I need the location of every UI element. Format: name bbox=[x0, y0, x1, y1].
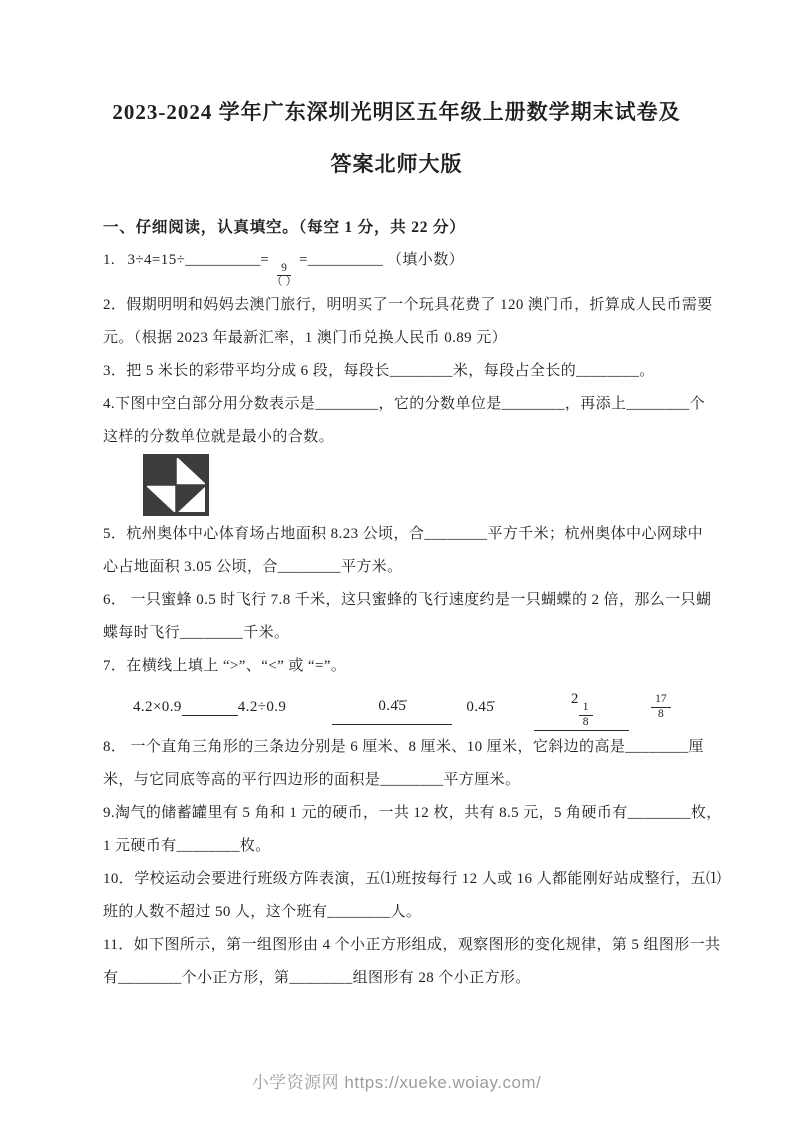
question-3: 3．把 5 米长的彩带平均分成 6 段，每段长________米，每段占全长的________。 bbox=[103, 363, 655, 380]
q7-pair1-blank bbox=[182, 698, 238, 716]
q7-spacer-3 bbox=[494, 707, 534, 708]
question-2-line2: 元。（根据 2023 年最新汇率，1 澳门币兑换人民币 0.89 元） bbox=[103, 330, 508, 347]
q1-text: 1. 3÷4=15÷ bbox=[103, 252, 186, 268]
question-5-line2: 心占地面积 3.05 公顷，合________平方米。 bbox=[103, 559, 403, 576]
question-10-line1: 10．学校运动会要进行班级方阵表演，五⑴班按每行 12 人或 16 人都能刚好站成整行，五⑴ bbox=[103, 870, 722, 887]
q7-pair1-left: 4.2×0.9 bbox=[133, 698, 182, 715]
question-6-line1: 6． 一只蜜蜂 0.5 时飞行 7.8 千米，这只蜜蜂的飞行速度约是一只蝴蝶的 2 倍，那么一只蝴 bbox=[103, 592, 712, 609]
question-4-line1: 4.下图中空白部分用分数表示是________，它的分数单位是________，再添上________个 bbox=[103, 396, 706, 413]
question-10-line2: 班的人数不超过 50 人，这个班有________人。 bbox=[103, 903, 422, 920]
q7-spacer-2 bbox=[452, 707, 466, 708]
question-6-line2: 蝶每时飞行________千米。 bbox=[103, 625, 290, 642]
q7-pair3-left-fraction bbox=[579, 701, 593, 728]
q7-pair2-left-on-blank: 0.4̇5̇ bbox=[332, 690, 452, 725]
question-9-line1: 9.淘气的储蓄罐里有 5 角和 1 元的硬币，一共 12 枚，共有 8.5 元，5 角硬币有________枚， bbox=[103, 804, 722, 821]
q4-figure-row bbox=[103, 454, 703, 518]
paper-body bbox=[103, 211, 722, 995]
q7-pair2-right: 0.45̇ bbox=[466, 698, 495, 715]
q7-pair3-left-fraction-denominator: 8 bbox=[582, 715, 589, 728]
shaded-square-figure bbox=[143, 454, 209, 516]
q7-pair3-left-on-blank bbox=[534, 683, 629, 730]
question-8-line1: 8． 一个直角三角形的三条边分别是 6 厘米、8 厘米、10 厘米，它斜边的高是________厘 bbox=[103, 738, 704, 755]
question-11-line2: 有________个小正方形，第________组图形有 28 个小正方形。 bbox=[103, 969, 531, 986]
question-11-line1: 11．如下图所示，第一组图形由 4 个小正方形组成，观察图形的变化规律，第 5 组图形一共 bbox=[103, 936, 721, 953]
question-1 bbox=[103, 244, 703, 289]
q7-pair3-right-fraction-numerator: 17 bbox=[651, 693, 671, 707]
question-7-heading: 7．在横线上填上 “>”、“<” 或 “=”。 bbox=[103, 658, 347, 675]
q7-pair3-right-fraction bbox=[651, 693, 671, 720]
q1-fraction bbox=[269, 262, 299, 289]
q7-spacer-4 bbox=[629, 707, 651, 708]
q7-pair3-whole-number: 2 bbox=[570, 691, 579, 708]
q1-fraction-numerator: 9 bbox=[277, 262, 291, 276]
site-footer: 小学资源网 https://xueke.woiay.com/ bbox=[251, 1073, 542, 1092]
q1-blank-2: __________ bbox=[307, 252, 383, 268]
question-2-line1: 2．假期明明和妈妈去澳门旅行，明明买了一个玩具花费了 120 澳门币，折算成人民币需要 bbox=[103, 297, 713, 314]
q1-blank-1: __________ bbox=[185, 252, 261, 268]
paper-title bbox=[0, 0, 793, 179]
question-9-line2: 1 元硬币有________枚。 bbox=[103, 837, 271, 854]
question-4-line2: 这样的分数单位就是最小的合数。 bbox=[103, 429, 335, 446]
paper-title-line2: 答案北师大版 bbox=[330, 152, 463, 176]
question-8-line2: 米，与它同底等高的平行四边形的面积是________平方厘米。 bbox=[103, 771, 521, 788]
q7-pair1-right: 4.2÷0.9 bbox=[237, 698, 287, 715]
q1-fraction-denominator: （ ） bbox=[271, 276, 297, 289]
paper-title-line1: 2023-2024 学年广东深圳光明区五年级上册数学期末试卷及 bbox=[112, 100, 681, 124]
q1-equals-1: = bbox=[260, 252, 270, 268]
q1-suffix: （填小数） bbox=[382, 252, 465, 268]
figure-top-left-shaded bbox=[145, 456, 176, 485]
q7-pair3-right-fraction-denominator: 8 bbox=[658, 707, 664, 720]
q1-equals-2: = bbox=[298, 252, 308, 268]
section-1-heading: 一、仔细阅读，认真填空。（每空 1 分，共 22 分） bbox=[103, 219, 466, 236]
question-5-line1: 5．杭州奥体中心体育场占地面积 8.23 公顷，合________平方千米；杭州奥体中心网球中 bbox=[103, 526, 704, 543]
q7-pair3-left-fraction-numerator: 1 bbox=[579, 701, 593, 715]
q7-comparison-row bbox=[133, 683, 703, 730]
q7-spacer-1 bbox=[286, 707, 332, 708]
